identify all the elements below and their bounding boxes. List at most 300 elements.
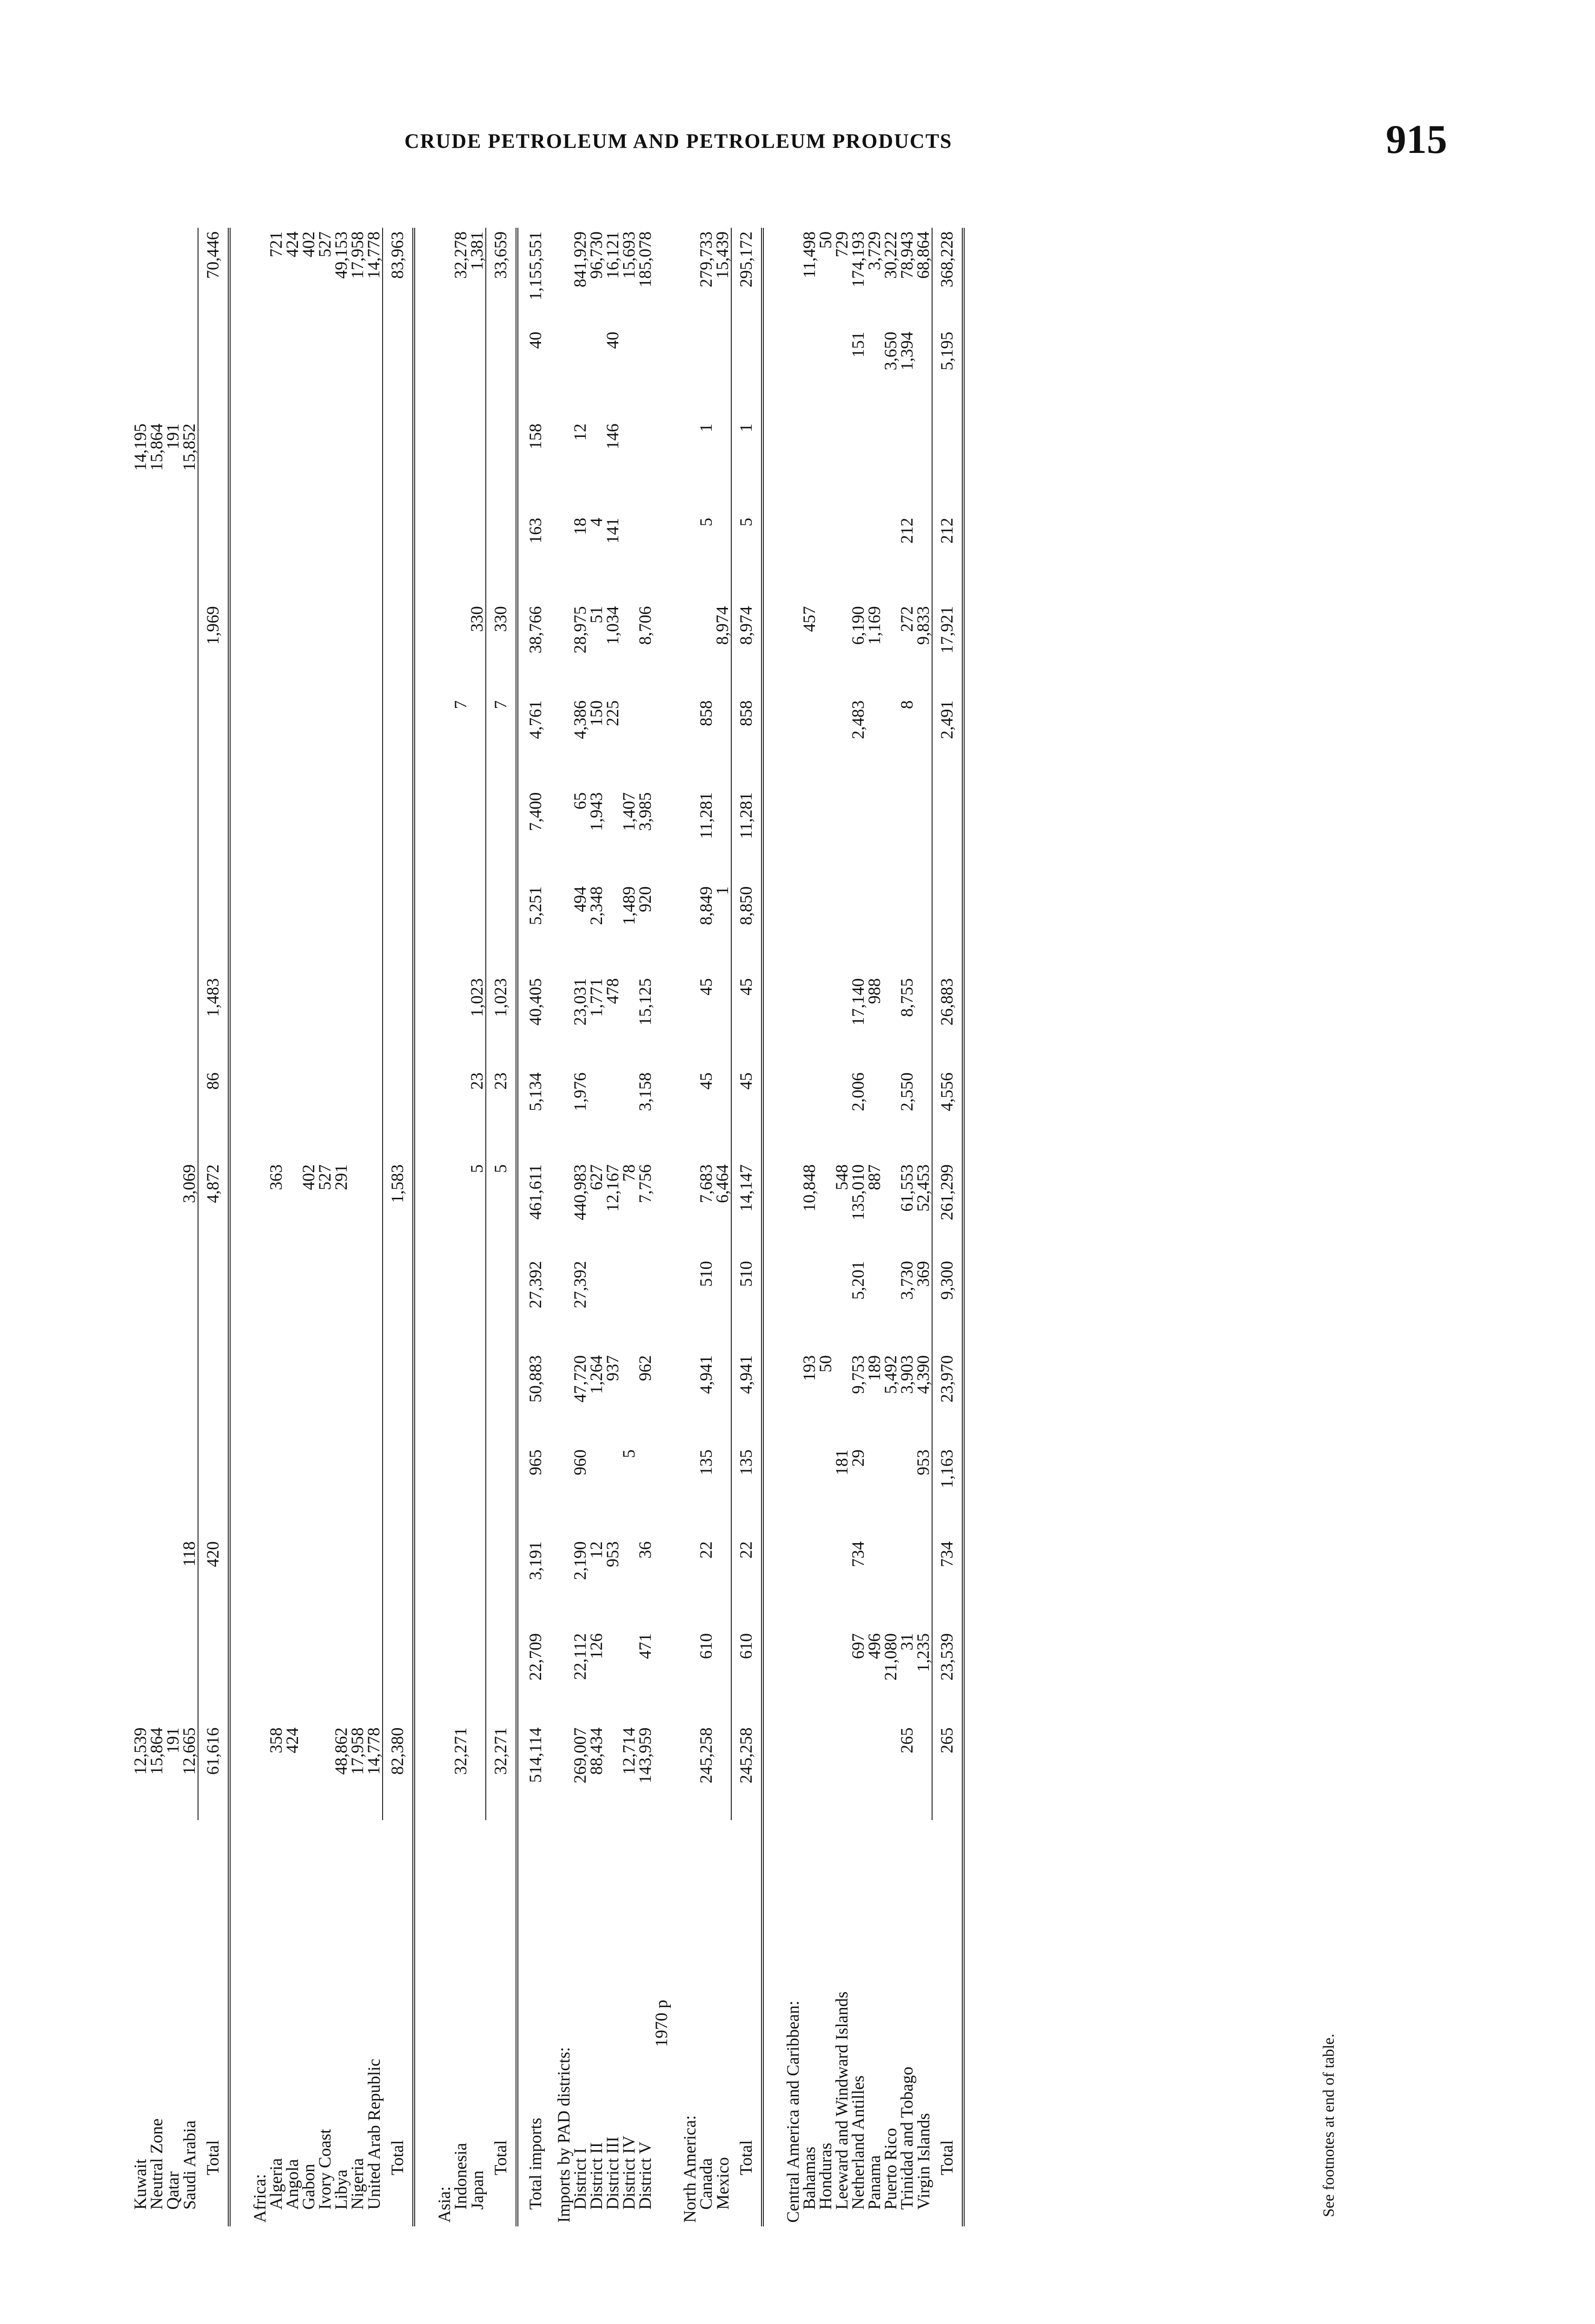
cell [867, 420, 883, 514]
cell [437, 1724, 453, 1821]
cell [198, 328, 229, 420]
cell [350, 789, 366, 883]
table-row [301, 228, 317, 2226]
cell: 8,706 [636, 606, 655, 645]
cell [181, 883, 198, 975]
cell: 174,193 [849, 231, 868, 288]
cell: 33,659 [486, 228, 517, 328]
cell: 1,969 [198, 602, 229, 697]
cell: 265 [932, 1724, 963, 1821]
table-row [317, 228, 333, 2226]
cell: 3,729 [865, 231, 884, 271]
row-label: Asia: [435, 2186, 454, 2223]
cell [149, 1352, 165, 1446]
table-row [915, 228, 932, 2226]
cell [605, 883, 621, 975]
table-row [453, 228, 469, 2226]
cell: 9,753 [849, 1355, 868, 1394]
cell [801, 883, 818, 975]
cell [605, 1630, 621, 1724]
cell [165, 602, 181, 697]
cell: 212 [932, 514, 963, 602]
cell: 23,970 [932, 1352, 963, 1446]
cell: 3,650 [881, 331, 900, 370]
cell [556, 228, 572, 328]
cell [883, 883, 899, 975]
table-row [366, 228, 383, 2226]
row-label: Total imports [526, 2118, 545, 2210]
cell: 1,163 [932, 1446, 963, 1538]
cell [698, 328, 715, 420]
cell [301, 1352, 317, 1446]
cell [132, 975, 149, 1069]
cell [785, 1352, 801, 1446]
cell: 402 [299, 231, 318, 257]
cell [883, 1724, 899, 1821]
cell [469, 420, 486, 514]
row-label: Qatar [164, 2171, 183, 2210]
cell [181, 697, 198, 789]
cell [654, 789, 670, 883]
imports-table [132, 228, 965, 2226]
cell [132, 1069, 149, 1161]
cell: 1 [713, 886, 732, 895]
footer-note: See footnotes at end of table. [1320, 2034, 1337, 2217]
cell [556, 1352, 572, 1446]
cell: 6,190 [849, 606, 868, 645]
cell: 22,112 [571, 1633, 590, 1680]
cell [181, 228, 198, 328]
row-label: Gabon [299, 2164, 318, 2210]
cell: 5 [486, 1161, 517, 1257]
cell [715, 514, 731, 602]
cell: 920 [636, 886, 655, 912]
cell [453, 420, 469, 514]
cell [132, 697, 149, 789]
cell: 8,974 [731, 602, 762, 697]
cell [252, 883, 268, 975]
cell: 734 [932, 1538, 963, 1630]
cell [682, 975, 698, 1069]
cell [556, 697, 572, 789]
page-number: 915 [1386, 117, 1447, 162]
cell: 295,172 [731, 228, 762, 328]
cell [899, 420, 915, 514]
cell [469, 1630, 486, 1724]
table-row [589, 228, 605, 2226]
row-label: Trinidad and Tobago [898, 2067, 917, 2210]
cell [350, 1538, 366, 1630]
cell [801, 789, 818, 883]
cell [165, 697, 181, 789]
cell [469, 789, 486, 883]
cell [333, 328, 350, 420]
cell [317, 1257, 333, 1352]
cell: 181 [833, 1449, 852, 1475]
cell: 496 [865, 1633, 884, 1659]
cell [383, 883, 414, 975]
cell [317, 789, 333, 883]
cell [698, 602, 715, 697]
group-heading-row [682, 228, 698, 2226]
cell [682, 697, 698, 789]
cell [486, 420, 517, 514]
group-heading-row [437, 228, 453, 2226]
cell: 135,010 [849, 1164, 868, 1221]
cell: 960 [571, 1449, 590, 1475]
cell [252, 1446, 268, 1538]
row-label: District I [571, 2148, 590, 2210]
cell [268, 328, 285, 420]
year-heading-row [654, 228, 670, 2226]
cell: 2,550 [898, 1072, 917, 1111]
cell: 191 [164, 423, 183, 449]
table-row [517, 228, 544, 2226]
cell [654, 1069, 670, 1161]
cell [268, 975, 285, 1069]
cell [437, 789, 453, 883]
cell [605, 1257, 621, 1352]
cell [818, 602, 834, 697]
cell [556, 975, 572, 1069]
cell [437, 1257, 453, 1352]
cell [366, 1161, 383, 1257]
cell: 988 [865, 978, 884, 1004]
cell [285, 1630, 301, 1724]
cell [801, 514, 818, 602]
cell [437, 883, 453, 975]
row-label: District IV [620, 2135, 639, 2210]
cell [132, 1538, 149, 1630]
row-label: Algeria [267, 2158, 286, 2210]
cell [715, 697, 731, 789]
cell [252, 975, 268, 1069]
table-body [132, 228, 963, 2226]
cell: 12,665 [180, 1727, 199, 1775]
cell: 10,848 [800, 1164, 819, 1212]
cell [366, 1257, 383, 1352]
cell: 50,883 [526, 1355, 545, 1403]
row-label: District III [603, 2136, 622, 2210]
cell [818, 328, 834, 420]
cell [333, 789, 350, 883]
cell [654, 1724, 670, 1821]
cell: 23 [486, 1069, 517, 1161]
table-row [165, 228, 181, 2226]
cell: 5,201 [849, 1261, 868, 1300]
cell [915, 883, 932, 975]
cell [301, 420, 317, 514]
cell [834, 514, 850, 602]
cell: 1,976 [571, 1072, 590, 1111]
cell [883, 1257, 899, 1352]
cell: 697 [849, 1633, 868, 1659]
cell: 40,405 [526, 978, 545, 1026]
cell [682, 1446, 698, 1538]
cell: 48,862 [332, 1727, 351, 1775]
cell: 29 [849, 1449, 868, 1467]
cell: 40 [526, 331, 545, 349]
cell [682, 1630, 698, 1724]
cell: 146 [603, 423, 622, 449]
cell [165, 1352, 181, 1446]
cell [366, 1538, 383, 1630]
row-label: Central America and Caribbean: [784, 2000, 803, 2223]
cell [350, 975, 366, 1069]
cell [317, 1538, 333, 1630]
cell: 330 [468, 606, 487, 632]
cell: 96,730 [587, 231, 606, 279]
cell: 17,140 [849, 978, 868, 1026]
cell [589, 420, 605, 514]
cell: 9,300 [932, 1257, 963, 1352]
cell [915, 328, 932, 420]
cell [132, 228, 149, 328]
spacer-row [670, 228, 682, 2226]
cell: 8 [898, 700, 917, 709]
cell: 1,023 [486, 975, 517, 1069]
cell: 510 [697, 1261, 716, 1287]
cell [818, 697, 834, 789]
table-row [333, 228, 350, 2226]
cell [654, 1446, 670, 1538]
row-label: Imports by PAD districts: [555, 2047, 574, 2223]
row-label: Total [731, 1820, 762, 2226]
cell [268, 883, 285, 975]
cell [899, 1538, 915, 1630]
cell [637, 514, 654, 602]
cell [867, 1446, 883, 1538]
cell [682, 883, 698, 975]
cell [366, 1630, 383, 1724]
cell [915, 420, 932, 514]
cell [333, 883, 350, 975]
cell [149, 514, 165, 602]
cell: 4,872 [198, 1161, 229, 1257]
row-label: Canada [697, 2158, 716, 2210]
cell: 135 [731, 1446, 762, 1538]
cell: 420 [198, 1538, 229, 1630]
cell [181, 1446, 198, 1538]
cell: 21,080 [881, 1633, 900, 1681]
cell [132, 883, 149, 975]
cell: 1,489 [620, 886, 639, 925]
cell [834, 789, 850, 883]
cell [682, 514, 698, 602]
cell [149, 883, 165, 975]
cell [437, 228, 453, 328]
cell [285, 789, 301, 883]
cell: 30,222 [881, 231, 900, 279]
cell: 135 [697, 1449, 716, 1475]
cell [715, 789, 731, 883]
cell [198, 1630, 229, 1724]
cell [785, 1446, 801, 1538]
cell [556, 420, 572, 514]
cell [285, 1069, 301, 1161]
cell [621, 1257, 637, 1352]
cell [350, 514, 366, 602]
cell [165, 883, 181, 975]
cell: 272 [898, 606, 917, 632]
cell: 88,434 [587, 1727, 606, 1775]
cell [637, 697, 654, 789]
cell: 3,158 [636, 1072, 655, 1111]
cell [181, 789, 198, 883]
cell [285, 1352, 301, 1446]
cell [682, 420, 698, 514]
cell: 841,929 [571, 231, 590, 288]
cell: 3,730 [898, 1261, 917, 1300]
cell: 12 [587, 1541, 606, 1559]
cell [165, 514, 181, 602]
cell: 8,974 [713, 606, 732, 645]
cell [366, 883, 383, 975]
cell [453, 1352, 469, 1446]
total-row [731, 228, 762, 2226]
cell [165, 1069, 181, 1161]
cell [867, 514, 883, 602]
cell [556, 328, 572, 420]
cell: 4,390 [914, 1355, 933, 1394]
cell [654, 1630, 670, 1724]
cell [301, 975, 317, 1069]
cell [350, 602, 366, 697]
cell: 15,864 [147, 423, 166, 471]
cell: 23 [468, 1072, 487, 1090]
cell [486, 1257, 517, 1352]
cell: 212 [898, 518, 917, 544]
cell [883, 514, 899, 602]
cell: 424 [283, 1727, 302, 1754]
cell [252, 1161, 268, 1257]
cell [654, 1352, 670, 1446]
cell: 1 [697, 423, 716, 432]
cell [268, 1630, 285, 1724]
cell [453, 328, 469, 420]
cell: 8,755 [898, 978, 917, 1017]
cell [932, 789, 963, 883]
cell [252, 514, 268, 602]
cell [437, 420, 453, 514]
cell: 22 [731, 1538, 762, 1630]
cell [867, 697, 883, 789]
cell [818, 420, 834, 514]
cell [818, 1538, 834, 1630]
cell [731, 328, 762, 420]
cell [556, 1069, 572, 1161]
row-label: Mexico [714, 2157, 733, 2210]
cell [621, 1538, 637, 1630]
cell [437, 1161, 453, 1257]
cell: 2,190 [571, 1541, 590, 1580]
cell [867, 1724, 883, 1821]
cell: 14,778 [364, 1727, 384, 1775]
cell [785, 1161, 801, 1257]
cell: 965 [526, 1449, 545, 1475]
cell [268, 514, 285, 602]
cell [785, 514, 801, 602]
cell [301, 1069, 317, 1161]
cell [181, 1069, 198, 1161]
table-row [698, 228, 715, 2226]
cell [654, 975, 670, 1069]
cell [333, 697, 350, 789]
cell [785, 975, 801, 1069]
cell: 15,125 [636, 978, 655, 1026]
cell [149, 1538, 165, 1630]
cell [301, 697, 317, 789]
cell [715, 1069, 731, 1161]
cell [149, 789, 165, 883]
cell [801, 420, 818, 514]
cell [437, 602, 453, 697]
cell: 61,553 [898, 1164, 917, 1212]
cell [366, 1352, 383, 1446]
cell [785, 420, 801, 514]
row-label: Neutral Zone [147, 2118, 166, 2210]
cell [883, 1538, 899, 1630]
cell: 4,941 [731, 1352, 762, 1446]
cell [333, 975, 350, 1069]
cell [366, 1069, 383, 1161]
cell [268, 789, 285, 883]
cell [453, 1630, 469, 1724]
table-row [883, 228, 899, 2226]
cell [834, 1257, 850, 1352]
cell [366, 1446, 383, 1538]
cell: 16,121 [603, 231, 622, 279]
cell [621, 697, 637, 789]
cell [437, 1630, 453, 1724]
cell [818, 514, 834, 602]
table-row [715, 228, 731, 2226]
cell: 937 [603, 1355, 622, 1381]
cell: 363 [267, 1164, 286, 1190]
cell: 141 [603, 518, 622, 544]
cell [883, 1161, 899, 1257]
cell [285, 697, 301, 789]
cell: 189 [865, 1355, 884, 1381]
cell [915, 1538, 932, 1630]
row-label: Ivory Coast [316, 2129, 335, 2210]
cell: 78 [620, 1164, 639, 1182]
cell [621, 420, 637, 514]
cell [165, 1630, 181, 1724]
cell: 9,833 [914, 606, 933, 645]
cell [350, 1446, 366, 1538]
cell: 402 [299, 1164, 318, 1190]
cell [932, 420, 963, 514]
cell [556, 1161, 572, 1257]
cell: 2,483 [849, 700, 868, 739]
cell [818, 883, 834, 975]
cell: 151 [849, 331, 868, 358]
cell: 471 [636, 1633, 655, 1659]
cell: 82,380 [383, 1724, 414, 1821]
cell [589, 328, 605, 420]
cell: 1,023 [468, 978, 487, 1017]
cell: 1,034 [603, 606, 622, 645]
cell [268, 420, 285, 514]
cell: 721 [267, 231, 286, 257]
cell [785, 1069, 801, 1161]
cell [285, 514, 301, 602]
cell [198, 514, 229, 602]
cell [834, 1724, 850, 1821]
row-label: Africa: [251, 2174, 270, 2223]
cell [818, 1257, 834, 1352]
